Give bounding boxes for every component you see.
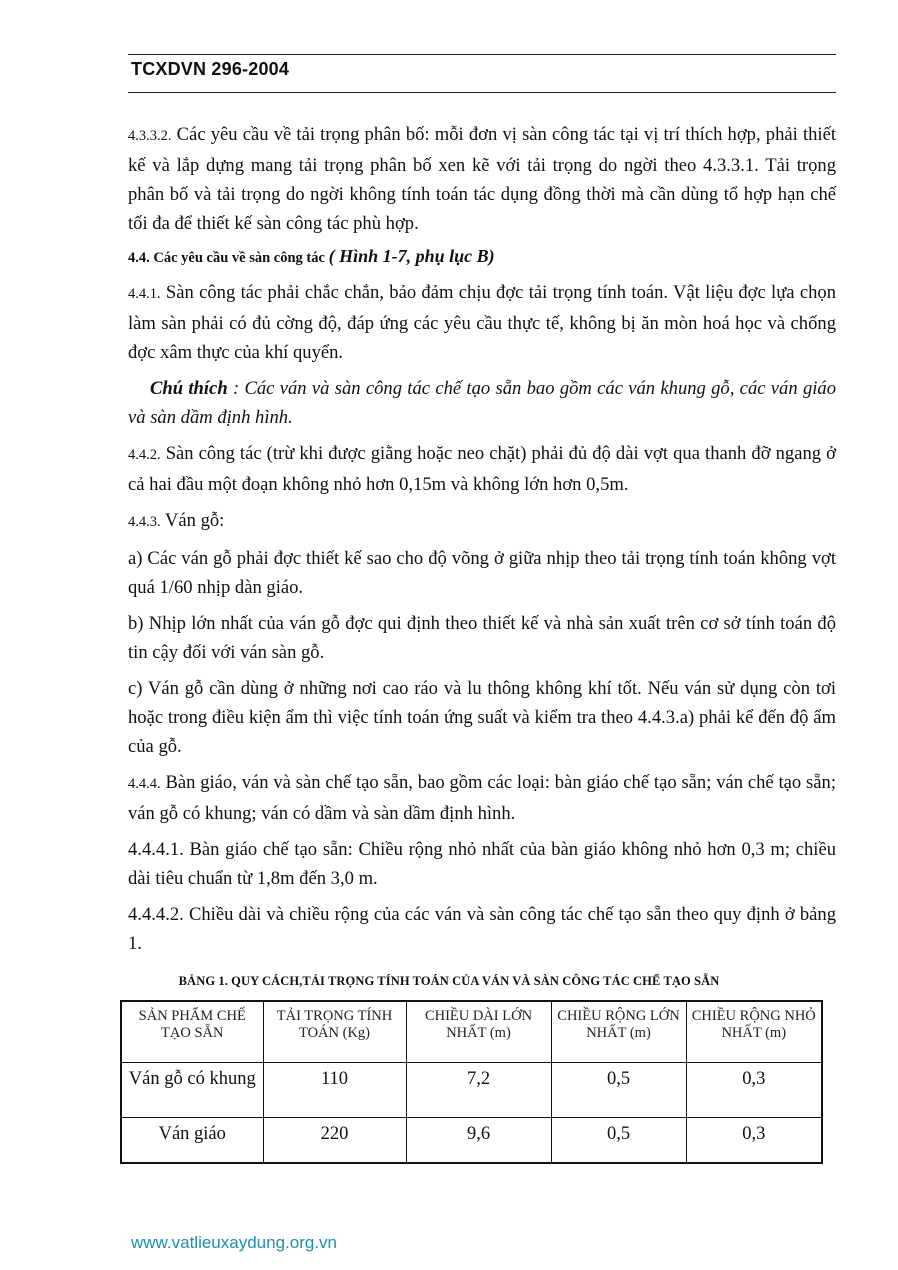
table-cell: Ván giáo [121,1118,263,1164]
table-row [121,1118,822,1164]
paragraph-4-4-4 [128,768,836,828]
paragraph-4-4-3-b: b) Nhịp lớn nhất của ván gỗ đợc qui định theo thiết kế và nhà sản xuất trên cơ sở tính toán độ tin cậy đối với ván sàn gỗ. [128,613,836,663]
paragraph-4-3-3-2 [128,120,836,238]
paragraph-4-4-1 [128,278,836,367]
paragraph-4-4-3-a: a) Các ván gỗ phải đợc thiết kế sao cho độ võng ở giữa nhịp theo tải trọng tính toán không vợt quá 1/60 nhịp dàn giáo. [128,548,836,598]
clause-number: 4.4.2. [128,447,161,463]
section-heading-4-4 [128,245,836,269]
paragraph-4-4-3 [128,506,836,537]
table-row [121,1063,822,1118]
paragraph-text: Các yêu cầu về tải trọng phân bố: mỗi đơn vị sàn công tác tại vị trí thích hợp, phải thiết kế và lắp dựng mang tải trọng phân bố xen kẽ với tải trọng do ngời theo 4.3.3.1. Tải trọng phân bố và tải trọng do ngời không tính toán tác dụng đồng thời mà cần dùng tổ hợp hạn chế tối đa để thiết kế sàn công tác phù hợp. [128,124,836,234]
figure-reference: ( Hình 1-7, phụ lục B) [328,246,495,266]
header-top-rule [128,54,836,55]
paragraph-text: Bàn giáo, ván và sàn chế tạo sẵn, bao gồm các loại: bàn giáo chế tạo sẵn; ván chế tạo sẵn; ván gỗ có khung; ván có dầm và sàn dầm định hình. [128,772,836,824]
paragraph-4-4-3-c: c) Ván gỗ cần dùng ở những nơi cao ráo và lu thông không khí tốt. Nếu ván sử dụng còn tơi hoặc trong điều kiện ẩm thì việc tính toán ứng suất và kiểm tra theo 4.4.3.a) phải kể đến độ ẩm của gỗ. [128,678,836,757]
table-title: BẢNG 1. QUY CÁCH,TẢI TRỌNG TÍNH TOÁN CỦA VÁN VÀ SÀN CÔNG TÁC CHẾ TẠO SẴN [178,974,720,988]
table-cell: 0,5 [551,1063,686,1118]
table-header-cell: CHIỀU RỘNG NHỎ NHẤT (m) [686,1001,822,1063]
document-code: TCXDVN 296-2004 [131,59,290,79]
table-cell: 0,5 [551,1118,686,1164]
table-cell: 110 [263,1063,406,1118]
table-header-row [121,1001,822,1063]
note-paragraph [128,374,836,432]
table-header-cell: TẢI TRỌNG TÍNH TOÁN (Kg) [263,1001,406,1063]
table-cell: 0,3 [686,1118,822,1164]
table-header-cell: SẢN PHẨM CHẾ TẠO SẴN [121,1001,263,1063]
header-bottom-rule [128,92,836,93]
clause-number: 4.4.3. [128,514,161,530]
note-label: Chú thích [150,378,228,399]
paragraph-4-4-4-1: 4.4.4.1. Bàn giáo chế tạo sẵn: Chiều rộng nhỏ nhất của bàn giáo không nhỏ hơn 0,3 m; chiều dài tiêu chuẩn từ 1,8m đến 3,0 m. [128,839,836,889]
table-cell: 7,2 [406,1063,551,1118]
paragraph-text: Ván gỗ: [160,510,225,531]
clause-number: 4.3.3.2. [128,128,172,144]
website-link[interactable]: www.vatlieuxaydung.org.vn [131,1233,338,1252]
note-text: : Các ván và sàn công tác chế tạo sẵn bao gồm các ván khung gỗ, các ván giáo và sàn dầm định hình. [128,378,836,428]
table-cell: 220 [263,1118,406,1164]
table-header-cell: CHIỀU DÀI LỚN NHẤT (m) [406,1001,551,1063]
document-body [128,120,836,965]
spec-table [120,1000,823,1164]
clause-number: 4.4.1. [128,286,161,302]
paragraph-4-4-4-2: 4.4.4.2. Chiều dài và chiều rộng của các ván và sàn công tác chế tạo sẵn theo quy định ở bảng 1. [128,904,836,954]
table-cell: Ván gỗ có khung [121,1063,263,1118]
table-header-cell: CHIỀU RỘNG LỚN NHẤT (m) [551,1001,686,1063]
paragraph-4-4-2 [128,439,836,499]
paragraph-text: Sàn công tác phải chắc chắn, bảo đảm chịu đợc tải trọng tính toán. Vật liệu đợc lựa chọn làm sàn phải có đủ cờng độ, đáp ứng các yêu cầu thực tế, không bị ăn mòn hoá học và chống đợc xâm thực của khí quyển. [128,282,836,363]
table-cell: 0,3 [686,1063,822,1118]
clause-number: 4.4.4. [128,776,161,792]
paragraph-text: Sàn công tác (trừ khi được giằng hoặc neo chặt) phải đủ độ dài vợt qua thanh đỡ ngang ở cả hai đầu một đoạn không nhỏ hơn 0,15m và không lớn hơn 0,5m. [128,443,836,495]
heading-text: 4.4. Các yêu cầu về sàn công tác [128,250,329,266]
table-cell: 9,6 [406,1118,551,1164]
